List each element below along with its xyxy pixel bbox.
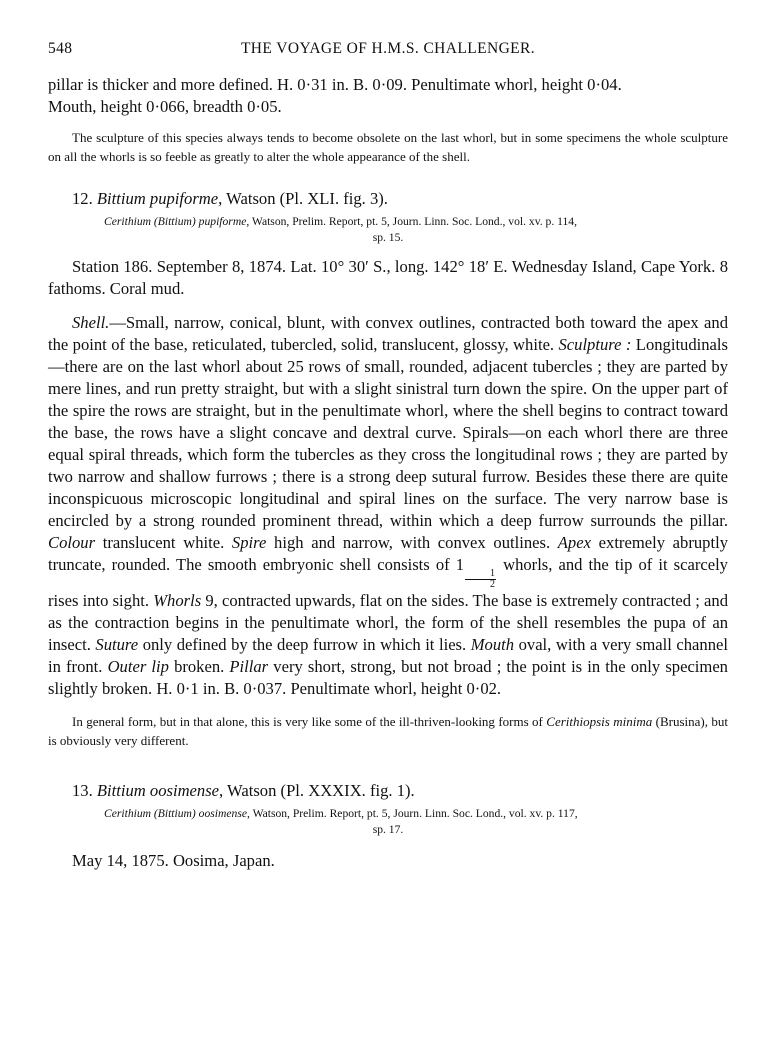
- species-12-description: [48, 312, 728, 700]
- species-12-ref-text: , Watson, Prelim. Report, pt. 5, Journ. Linn. Soc. Lond., vol. xv. p. 114,: [246, 215, 577, 228]
- species-13-number: 13.: [72, 781, 93, 800]
- fraction-numerator: 1: [465, 569, 496, 580]
- species-12-author: , Watson (Pl. XLI. fig. 3).: [218, 189, 388, 208]
- page-number: 548: [48, 40, 73, 57]
- note-text-2: (Brusina), but is obviously very different.: [48, 714, 728, 748]
- outer-lip-label: Outer lip: [107, 657, 169, 676]
- species-13-name: Bittium oosimense: [96, 781, 220, 800]
- desc-text-5: extremely abruptly truncate, rounded. The smooth embryonic shell consists of 1: [48, 533, 728, 574]
- fraction-half: [465, 569, 496, 590]
- sculpture-label: Sculpture :: [558, 335, 632, 354]
- species-13-heading: [48, 780, 728, 802]
- mouth-label: Mouth: [470, 635, 515, 654]
- desc-text-10: broken.: [168, 657, 230, 676]
- apex-label: Apex: [557, 533, 591, 552]
- species-12-ref-name: Cerithium (Bittium) pupiforme: [104, 215, 247, 228]
- pillar-label: Pillar: [229, 657, 269, 676]
- desc-text-4: high and narrow, with convex outlines.: [266, 533, 558, 552]
- species-12-station: Station 186. September 8, 1874. Lat. 10° 30′ S., long. 142° 18′ E. Wednesday Island, Cape York. 8 fathoms. Coral mud.: [48, 257, 728, 298]
- spire-label: Spire: [231, 533, 267, 552]
- species-13-ref-text: , Watson, Prelim. Report, pt. 5, Journ. Linn. Soc. Lond., vol. xv. p. 117,: [246, 807, 578, 820]
- fraction-denominator: 2: [490, 579, 496, 590]
- intro-note: The sculpture of this species always tends to become obsolete on the last whorl, but in some specimens the whole sculpture on all the whorls is so feeble as greatly to alter the whole appearance of the shell.: [48, 130, 728, 164]
- desc-text-8: only defined by the deep furrow in which it lies.: [138, 635, 471, 654]
- species-13-ref-name: Cerithium (Bittium) oosimense: [104, 807, 247, 820]
- species-13-ref-sp: sp. 17.: [372, 823, 404, 836]
- desc-text-1: —Small, narrow, conical, blunt, with convex outlines, contracted both toward the apex and the point of the base, reticulated, tubercled, solid, translucent, glossy, white.: [48, 313, 728, 354]
- desc-text-9: oval, with a very small channel in front.: [48, 635, 728, 676]
- species-12-ref-sp: sp. 15.: [372, 231, 404, 244]
- desc-text-7: 9, contracted upwards, flat on the sides. The base is extremely contracted ; and as the contraction begins in the penultimate whorl, the form of the shell resembles the pupa of an insect.: [48, 591, 728, 654]
- note-species-name: Cerithiopsis minima: [546, 714, 653, 729]
- intro-paragraph: [48, 74, 728, 118]
- species-12-name: Bittium pupiforme: [96, 189, 219, 208]
- running-title: THE VOYAGE OF H.M.S. CHALLENGER.: [240, 40, 536, 57]
- species-13-author: , Watson (Pl. XXXIX. fig. 1).: [219, 781, 415, 800]
- desc-text-3: translucent white.: [95, 533, 232, 552]
- page-header: [48, 40, 728, 66]
- intro-line-1: pillar is thicker and more defined. H. 0·31 in. B. 0·09. Penultimate whorl, height 0·04.: [48, 75, 622, 94]
- intro-line-2: Mouth, height 0·066, breadth 0·05.: [48, 97, 282, 116]
- desc-text-11: very short, strong, but not broad ; the point is in the only specimen slightly broken. H. 0·1 in. B. 0·037. Penultimate whorl, height 0·02.: [48, 657, 728, 698]
- note-text-1: In general form, but in that alone, this is very like some of the ill-thriven-looking forms of: [72, 714, 547, 729]
- species-13-reference: [104, 806, 728, 822]
- colour-label: Colour: [48, 533, 96, 552]
- species-12-note: [48, 712, 728, 750]
- species-12-heading: [48, 188, 728, 210]
- desc-text-2: Longitudinals—there are on the last whorl about 25 rows of small, rounded, adjacent tubercles ; they are parted by mere lines, and run pretty straight, but with a slight sinistral turn down the spire. On the upper part of the spire the rows are straight, but in the penultimate whorl, where the shell begins to contract toward the base, the rows have a slight concave and dextral curve. Spirals—on each whorl there are three equal spiral threads, which form the tubercles as they cross the longitudinal rows ; they are parted by two narrow and shallow furrows ; there is a strong deep sutural furrow. Besides these there are quite inconspicuous microscopic longitudinal and spiral lines on the surface. The very narrow base is encircled by a strong rounded prominent thread, within which a deep furrow surrounds the pillar.: [48, 335, 728, 530]
- whorls-label: Whorls: [153, 591, 202, 610]
- species-12-number: 12.: [72, 189, 93, 208]
- species-13-station: May 14, 1875. Oosima, Japan.: [72, 851, 275, 870]
- desc-text-6: whorls, and the tip of it scarcely rises into sight.: [48, 555, 728, 610]
- shell-label: Shell.: [72, 313, 110, 332]
- suture-label: Suture: [95, 635, 139, 654]
- species-12-reference: [104, 214, 728, 230]
